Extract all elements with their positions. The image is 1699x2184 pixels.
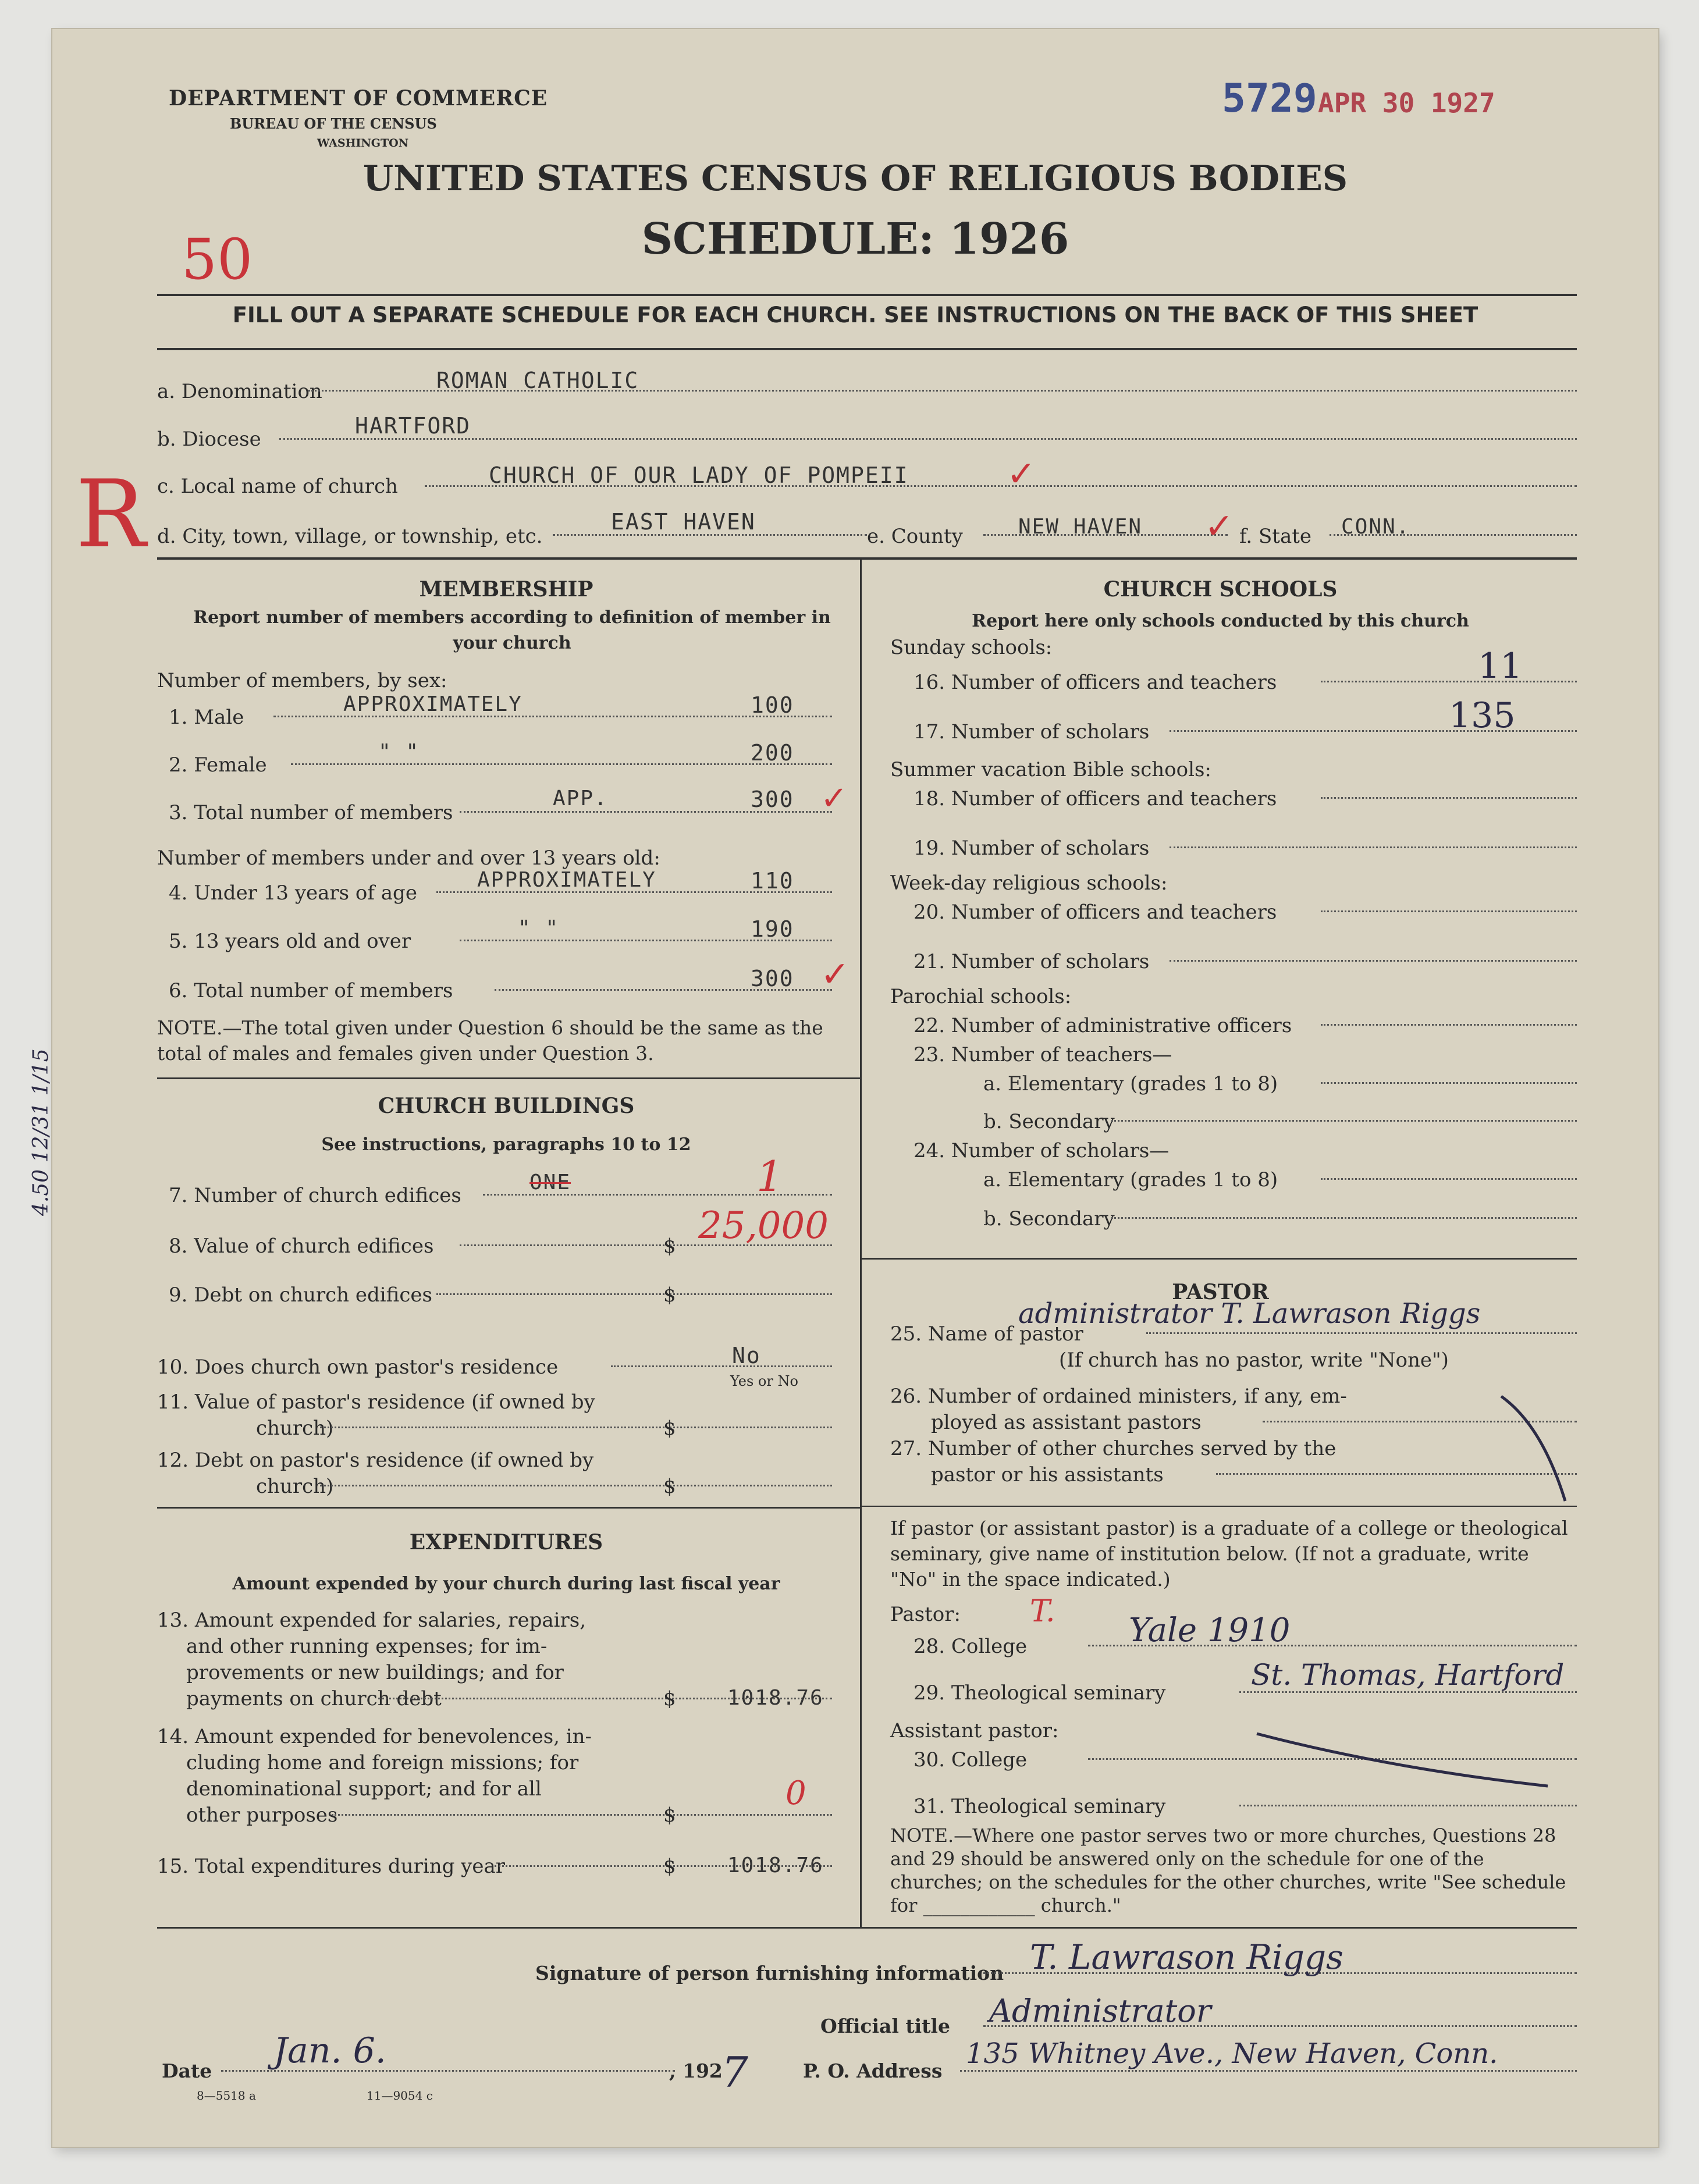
q12-label-cont: church) bbox=[256, 1475, 334, 1498]
q9-label: 9. Debt on church edifices bbox=[169, 1283, 432, 1307]
q13-line3: provements or new buildings; and for bbox=[186, 1661, 564, 1684]
department-label: DEPARTMENT OF COMMERCE bbox=[169, 86, 548, 111]
q23-label: 23. Number of teachers— bbox=[914, 1043, 1172, 1066]
official-title-label: Official title bbox=[820, 2015, 950, 2037]
pastor-mark: T. bbox=[1030, 1594, 1055, 1629]
q16-label: 16. Number of officers and teachers bbox=[914, 671, 1277, 694]
stamp-date: APR 30 1927 bbox=[1318, 87, 1495, 119]
red-mark-r: R bbox=[76, 460, 146, 568]
q2-value: 200 bbox=[751, 740, 794, 766]
q14-dollar: $ bbox=[663, 1804, 676, 1827]
check-mark-county: ✓ bbox=[1204, 506, 1234, 547]
red-mark-50: 50 bbox=[182, 227, 253, 292]
side-margin-mark: 4.50 12/31 1/15 bbox=[29, 1048, 53, 1216]
membership-note: NOTE.—The total given under Question 6 should be the same as the total of males and females given under Question 3. bbox=[157, 1016, 823, 1065]
q3-note: APP. bbox=[553, 787, 608, 810]
state-label: f. State bbox=[1239, 525, 1311, 548]
q29-label: 29. Theological seminary bbox=[914, 1681, 1166, 1705]
church-schools-title: CHURCH SCHOOLS bbox=[1103, 577, 1338, 602]
q22-label: 22. Number of administrative officers bbox=[914, 1014, 1292, 1037]
form-number: 8—5518 a bbox=[197, 2089, 256, 2103]
q7-hand-value: 1 bbox=[756, 1152, 783, 1201]
q8-dollar: $ bbox=[663, 1235, 676, 1258]
membership-title: MEMBERSHIP bbox=[419, 577, 593, 602]
q4-note: APPROXIMATELY bbox=[477, 868, 656, 892]
q31-label: 31. Theological seminary bbox=[914, 1795, 1166, 1818]
members-by-sex-heading: Number of members, by sex: bbox=[157, 669, 447, 692]
q21-label: 21. Number of scholars bbox=[914, 950, 1150, 973]
q10-hint: Yes or No bbox=[730, 1373, 798, 1389]
q11-dollar: $ bbox=[663, 1417, 676, 1440]
membership-intro: Report number of members according to definition of member in your church bbox=[193, 607, 831, 653]
age-heading: Number of members under and over 13 years old: bbox=[157, 846, 660, 870]
q1-label: 1. Male bbox=[169, 706, 244, 729]
q13-value: 1018.76 bbox=[727, 1686, 824, 1710]
county-value: NEW HAVEN bbox=[1018, 515, 1143, 539]
q30-label: 30. College bbox=[914, 1748, 1028, 1772]
pastor-note: NOTE.—Where one pastor serves two or more churches, Questions 28 and 29 should be answered only on the schedule for one of the churches; on the schedules for the other churches, write "See schedule for ____________ church." bbox=[890, 1824, 1566, 1916]
q25-label: 25. Name of pastor bbox=[890, 1322, 1083, 1346]
q5-value: 190 bbox=[751, 916, 794, 942]
pastor-label: Pastor: bbox=[890, 1603, 961, 1626]
q8-label: 8. Value of church edifices bbox=[169, 1235, 434, 1258]
q10-label: 10. Does church own pastor's residence bbox=[157, 1356, 559, 1379]
sunday-schools-heading: Sunday schools: bbox=[890, 636, 1053, 659]
q13-line1: 13. Amount expended for salaries, repairs, bbox=[157, 1609, 587, 1632]
denomination-label: a. Denomination bbox=[157, 380, 322, 403]
expenditures-intro: Amount expended by your church during last fiscal year bbox=[232, 1574, 780, 1594]
q2-label: 2. Female bbox=[169, 753, 267, 777]
q17-label: 17. Number of scholars bbox=[914, 720, 1150, 744]
q5-label: 5. 13 years old and over bbox=[169, 930, 411, 953]
graduate-instructions: If pastor (or assistant pastor) is a graduate of a college or theological seminary, give name of institution below. (If not a graduate, write "No" in the space indicated.) bbox=[890, 1517, 1568, 1591]
print-number: 11—9054 c bbox=[367, 2089, 433, 2103]
q1-value: 100 bbox=[751, 692, 794, 718]
q27-label-cont: pastor or his assistants bbox=[931, 1463, 1164, 1486]
q6-label: 6. Total number of members bbox=[169, 979, 453, 1002]
q25-hint: (If church has no pastor, write "None") bbox=[1059, 1349, 1449, 1372]
q1-note: APPROXIMATELY bbox=[343, 692, 523, 716]
q5-note: " " bbox=[518, 916, 560, 940]
q20-label: 20. Number of officers and teachers bbox=[914, 901, 1277, 924]
church-schools-intro: Report here only schools conducted by this church bbox=[972, 611, 1469, 631]
check-mark-q3: ✓ bbox=[820, 780, 848, 817]
date-label: Date bbox=[162, 2059, 212, 2082]
county-label: e. County bbox=[867, 525, 963, 548]
q12-label: 12. Debt on pastor's residence (if owned by bbox=[157, 1449, 594, 1472]
pastor-title: PASTOR bbox=[1172, 1280, 1269, 1304]
q8-value: 25,000 bbox=[698, 1204, 829, 1247]
q24-label: 24. Number of scholars— bbox=[914, 1139, 1170, 1162]
expenditures-title: EXPENDITURES bbox=[409, 1530, 603, 1555]
q14-line4: other purposes bbox=[186, 1804, 338, 1827]
pastor-strike-line-2 bbox=[1251, 1728, 1554, 1792]
stamp-number: 5729 bbox=[1222, 76, 1317, 122]
form-subtitle: SCHEDULE: 1926 bbox=[641, 214, 1069, 264]
bureau-label: BUREAU OF THE CENSUS bbox=[230, 115, 437, 132]
q12-dollar: $ bbox=[663, 1475, 676, 1498]
schedule-sheet bbox=[29, 29, 1658, 2147]
diocese-value: HARTFORD bbox=[355, 413, 471, 439]
parochial-schools-heading: Parochial schools: bbox=[890, 985, 1072, 1008]
q27-label: 27. Number of other churches served by the bbox=[890, 1437, 1337, 1460]
q11-label-cont: church) bbox=[256, 1417, 334, 1440]
q6-value: 300 bbox=[751, 966, 794, 991]
q14-value: 0 bbox=[785, 1774, 806, 1812]
q26-label-cont: ployed as assistant pastors bbox=[931, 1411, 1202, 1434]
assistant-pastor-label: Assistant pastor: bbox=[890, 1719, 1059, 1742]
q13-line2: and other running expenses; for im- bbox=[186, 1635, 548, 1658]
q24a-label: a. Elementary (grades 1 to 8) bbox=[983, 1168, 1278, 1191]
q19-label: 19. Number of scholars bbox=[914, 837, 1150, 860]
q4-label: 4. Under 13 years of age bbox=[169, 881, 417, 905]
q23a-label: a. Elementary (grades 1 to 8) bbox=[983, 1072, 1278, 1095]
signature-label: Signature of person furnishing information bbox=[535, 1962, 1004, 1984]
denomination-value: ROMAN CATHOLIC bbox=[436, 368, 639, 393]
address-value: 135 Whitney Ave., New Haven, Conn. bbox=[966, 2037, 1498, 2070]
official-title-value: Administrator bbox=[989, 1993, 1211, 2029]
summer-schools-heading: Summer vacation Bible schools: bbox=[890, 758, 1211, 781]
q16-value: 11 bbox=[1478, 646, 1523, 686]
form-title: UNITED STATES CENSUS OF RELIGIOUS BODIES bbox=[362, 158, 1348, 199]
year-prefix: , 192 bbox=[669, 2059, 723, 2082]
church-buildings-intro: See instructions, paragraphs 10 to 12 bbox=[321, 1134, 691, 1155]
q15-value: 1018.76 bbox=[727, 1854, 824, 1877]
q23b-label: b. Secondary bbox=[983, 1110, 1115, 1133]
check-mark-q6: ✓ bbox=[820, 954, 850, 995]
weekday-schools-heading: Week-day religious schools: bbox=[890, 872, 1168, 895]
city-value: EAST HAVEN bbox=[611, 509, 756, 535]
q11-label: 11. Value of pastor's residence (if owned by bbox=[157, 1390, 595, 1414]
q28-value: Yale 1910 bbox=[1129, 1612, 1291, 1649]
q10-value: No bbox=[732, 1343, 761, 1368]
state-value: CONN. bbox=[1341, 515, 1410, 539]
separate-schedule-instruction: FILL OUT A SEPARATE SCHEDULE FOR EACH CHURCH. SEE INSTRUCTIONS ON THE BACK OF THIS SHEET bbox=[232, 303, 1478, 328]
q7-value: ONE bbox=[529, 1171, 571, 1194]
date-value: Jan. 6. bbox=[273, 2030, 386, 2071]
q15-dollar: $ bbox=[663, 1855, 676, 1878]
q14-line1: 14. Amount expended for benevolences, in- bbox=[157, 1725, 592, 1748]
church-name-label: c. Local name of church bbox=[157, 475, 398, 498]
signature-value: T. Lawrason Riggs bbox=[1030, 1937, 1343, 1977]
q15-label: 15. Total expenditures during year bbox=[157, 1855, 506, 1878]
q26-label: 26. Number of ordained ministers, if any, em- bbox=[890, 1385, 1347, 1408]
q9-dollar: $ bbox=[663, 1283, 676, 1307]
church-buildings-title: CHURCH BUILDINGS bbox=[378, 1094, 635, 1118]
address-label: P. O. Address bbox=[803, 2059, 943, 2082]
q25-value: administrator T. Lawrason Riggs bbox=[1018, 1297, 1481, 1330]
city-label: d. City, town, village, or township, etc. bbox=[157, 525, 543, 548]
diocese-label: b. Diocese bbox=[157, 428, 261, 451]
q3-label: 3. Total number of members bbox=[169, 801, 453, 824]
q28-label: 28. College bbox=[914, 1635, 1028, 1658]
q3-value: 300 bbox=[751, 787, 794, 812]
q17-value: 135 bbox=[1449, 695, 1516, 736]
city-label: WASHINGTON bbox=[317, 137, 409, 150]
q13-dollar: $ bbox=[663, 1687, 676, 1710]
pastor-strike-line-1 bbox=[1495, 1385, 1571, 1518]
q29-value: St. Thomas, Hartford bbox=[1251, 1658, 1565, 1692]
year-hand: 7 bbox=[721, 2048, 748, 2097]
q7-label: 7. Number of church edifices bbox=[169, 1184, 461, 1207]
q18-label: 18. Number of officers and teachers bbox=[914, 787, 1277, 810]
q24b-label: b. Secondary bbox=[983, 1207, 1115, 1230]
q14-line3: denominational support; and for all bbox=[186, 1777, 542, 1801]
q13-line4: payments on church debt bbox=[186, 1687, 442, 1710]
q2-note: " " bbox=[378, 740, 420, 764]
church-name-value: CHURCH OF OUR LADY OF POMPEII bbox=[489, 463, 909, 488]
q4-value: 110 bbox=[751, 868, 794, 894]
check-mark-church-name: ✓ bbox=[1007, 454, 1036, 495]
q14-line2: cluding home and foreign missions; for bbox=[186, 1751, 579, 1774]
